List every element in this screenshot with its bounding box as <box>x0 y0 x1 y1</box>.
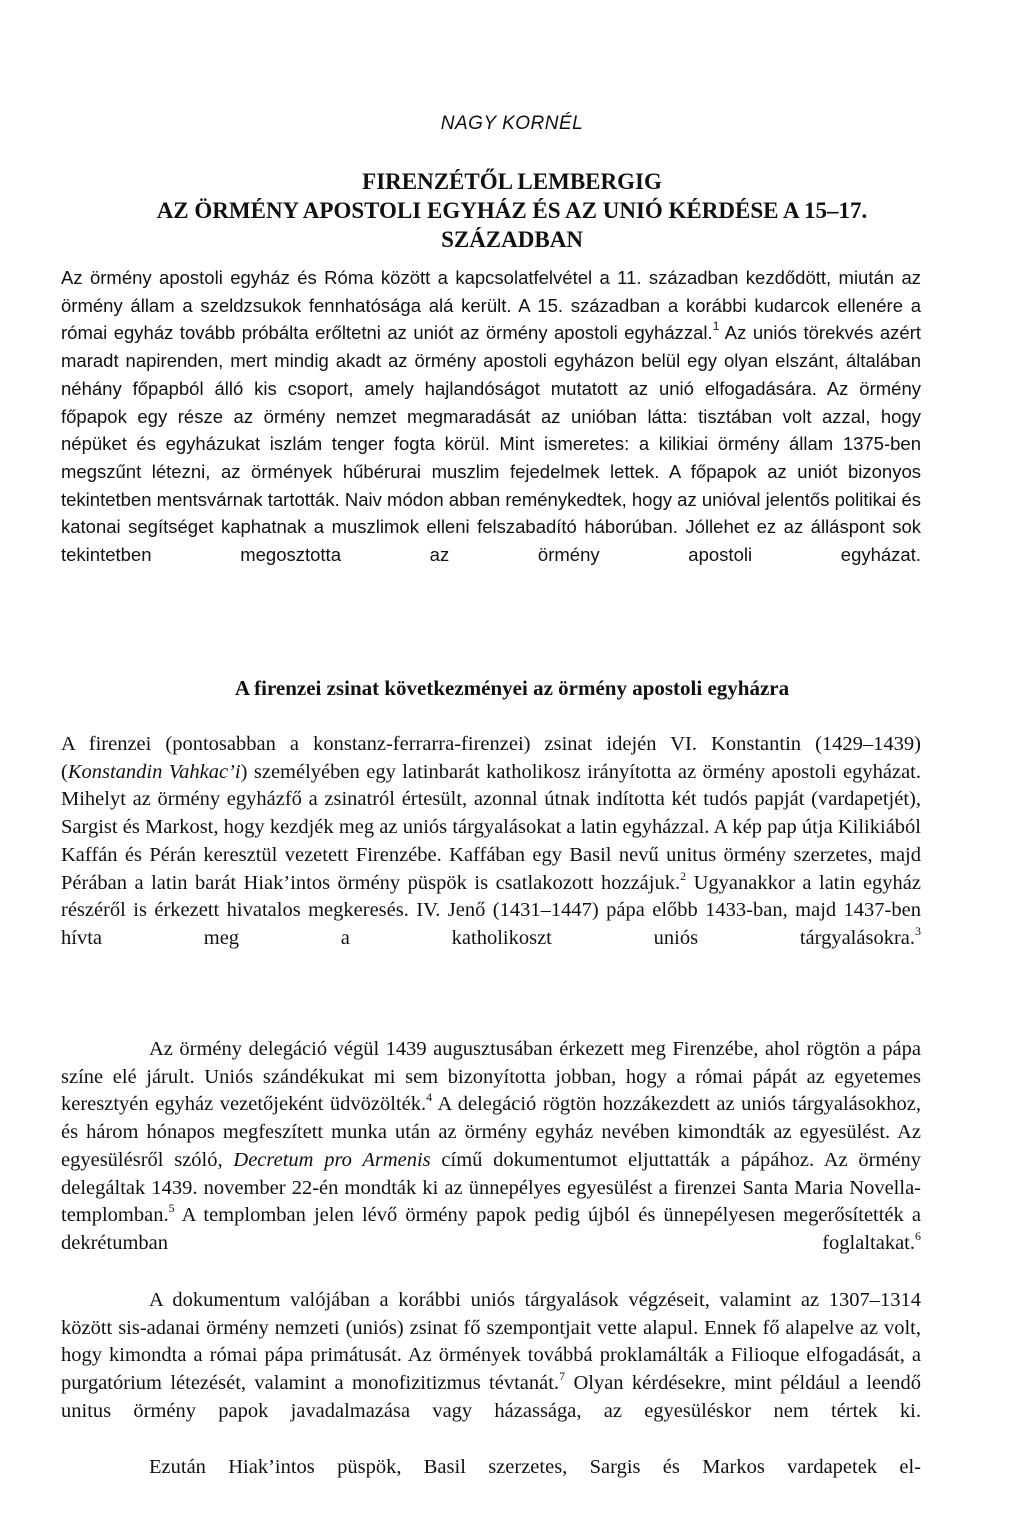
footnote-ref-1: 1 <box>712 319 720 334</box>
paragraph-2 <box>61 731 921 953</box>
article-title <box>80 167 944 254</box>
p3-text-1: Az örmény delegáció végül 1439 augusztusában érkezett meg Firenzébe, ahol rögtön a pápa színe elé járult. Uniós szándékukat mi sem bizonyította jobban, hogy a római pápát az egyetemes keresztyén egyház vezetőjeként üdvözölték. <box>61 1038 921 1116</box>
section-heading: A firenzei zsinat következményei az örmény apostoli egyházra <box>234 676 790 700</box>
title-line-2: AZ ÖRMÉNY APOSTOLI EGYHÁZ ÉS AZ UNIÓ KÉRDÉSE A 15–17. <box>156 198 868 223</box>
p3-text-2: A delegáció rögtön hozzákezdett az uniós tárgyalásokhoz, és három hónapos megfeszített munka után az örmény egyház nevében kimondták az egyesülést. Az egyesülésről szóló, <box>61 1093 921 1171</box>
paragraph-4 <box>61 1287 921 1426</box>
title-line-1: FIRENZÉTŐL LEMBERGIG <box>362 169 662 194</box>
title-line-3: SZÁZADBAN <box>441 227 583 252</box>
p3-text-4: A templomban jelen lévő örmény papok pedig újból és ünnepélyesen megerősítették a dekrétumban foglaltakat. <box>61 1204 921 1254</box>
p4-text-2: Olyan kérdésekre, mint például a leendő unitus örmény papok javadalmazása vagy házassága, az egyesüléskor nem tértek ki. <box>61 1372 921 1422</box>
p2-text-3: Ugyanakkor a latin egyház részéről is érkezett hivatalos megkeresés. IV. Jenő (1431–1447) pápa előbb 1433-ban, majd 1437-ben hívta meg a katholikoszt uniós tárgyalásokra. <box>61 871 921 949</box>
p2-text-2: ) személyében egy latinbarát katholikosz irányította az örmény apostoli egyházat. Mihelyt az örmény egyházfő a zsinatról értesült, azonnal útnak indította két tudós papját (vardapetjét), Sargist és Markost, hogy kezdjék meg az uniós tárgyalásokat a latin egyházzal. A kép pap útja Kilikiából Kaffán és Pérán keresztül vezetett Firenzébe. Kaffában egy Basil nevű unitus örmény szerzetes, majd Pérában a latin barát Hiak’intos örmény püspök is csatlakozott hozzájuk. <box>61 760 921 894</box>
footnote-ref-4: 4 <box>426 1090 433 1105</box>
intro-text-2: Az uniós törekvés azért maradt napirenden, mert mindig akadt az örmény apostoli egyházon belül egy olyan elszánt, általában néhány főpapból álló kis csoport, amely hajlandóságot mutatott az unió elfogadására. Az örmény főpapok egy része az örmény nemzet megmaradását az unióban látta: tisztában volt azzal, hogy népüket és egyházukat iszlám tenger fogta körül. Mint ismeretes: a kilikiai örmény állam 1375-ben megszűnt létezni, az örmények hűbérurai muszlim fejedelmek lettek. A főpapok az uniót bizonyos tekintetben mentsvárnak tartották. Naiv módon abban reménykedtek, hogy az unióval jelentős politikai és katonai segítséget kaphatnak a muszlimok elleni felszabadító háborúban. Jóllehet ez az álláspont sok tekintetben megosztotta az örmény apostoli egyházat. <box>61 322 921 566</box>
intro-paragraph <box>61 264 921 569</box>
paragraph-3 <box>61 1036 921 1258</box>
p2-italic-name: Konstandin Vahkac’i <box>67 760 241 783</box>
p3-italic-title: Decretum pro Armenis <box>233 1148 431 1171</box>
footnote-ref-3: 3 <box>915 923 921 938</box>
p2-text-1: A firenzei (pontosabban a konstanz-ferrarra-firenzei) zsinat idején VI. Konstantin (1429–1439) ( <box>61 733 921 783</box>
author-name: NAGY KORNÉL <box>440 113 584 134</box>
p3-text-3: című dokumentumot eljuttatták a pápához. Az örmény delegáltak 1439. november 22-én mondták ki az ünnepélyes egyesülést a firenzei Santa Maria Novella-templomban. <box>61 1148 921 1227</box>
intro-text-1: Az örmény apostoli egyház és Róma között a kapcsolatfelvétel a 11. században kezdődött, miután az örmény állam a szeldzsukok fennhatósága alá került. A 15. században a korábbi kudarcok ellenére a római egyház tovább próbálta erőltetni az uniót az örmény apostoli egyházzal. <box>61 267 921 344</box>
footnote-ref-7: 7 <box>559 1369 566 1384</box>
p5-text-1: Ezután Hiak’intos püspök, Basil szerzetes, Sargis és Markos vardapetek el- <box>149 1456 921 1478</box>
p4-text-1: A dokumentum valójában a korábbi uniós tárgyalások végzéseit, valamint az 1307–1314 között sis-adanai örmény nemzeti (uniós) zsinat fő szempontjait vette alapul. Ennek fő alapelve az volt, hogy kimondta a római pápa primátusát. Az örmények továbbá proklamálták a Filioque elfogadását, a purgatórium létezését, valamint a monofizitizmus tévtanát. <box>61 1289 921 1395</box>
footnote-ref-2: 2 <box>680 868 687 883</box>
paragraph-5 <box>61 1454 921 1482</box>
footnote-ref-6: 6 <box>915 1228 921 1243</box>
footnote-ref-5: 5 <box>168 1201 175 1216</box>
